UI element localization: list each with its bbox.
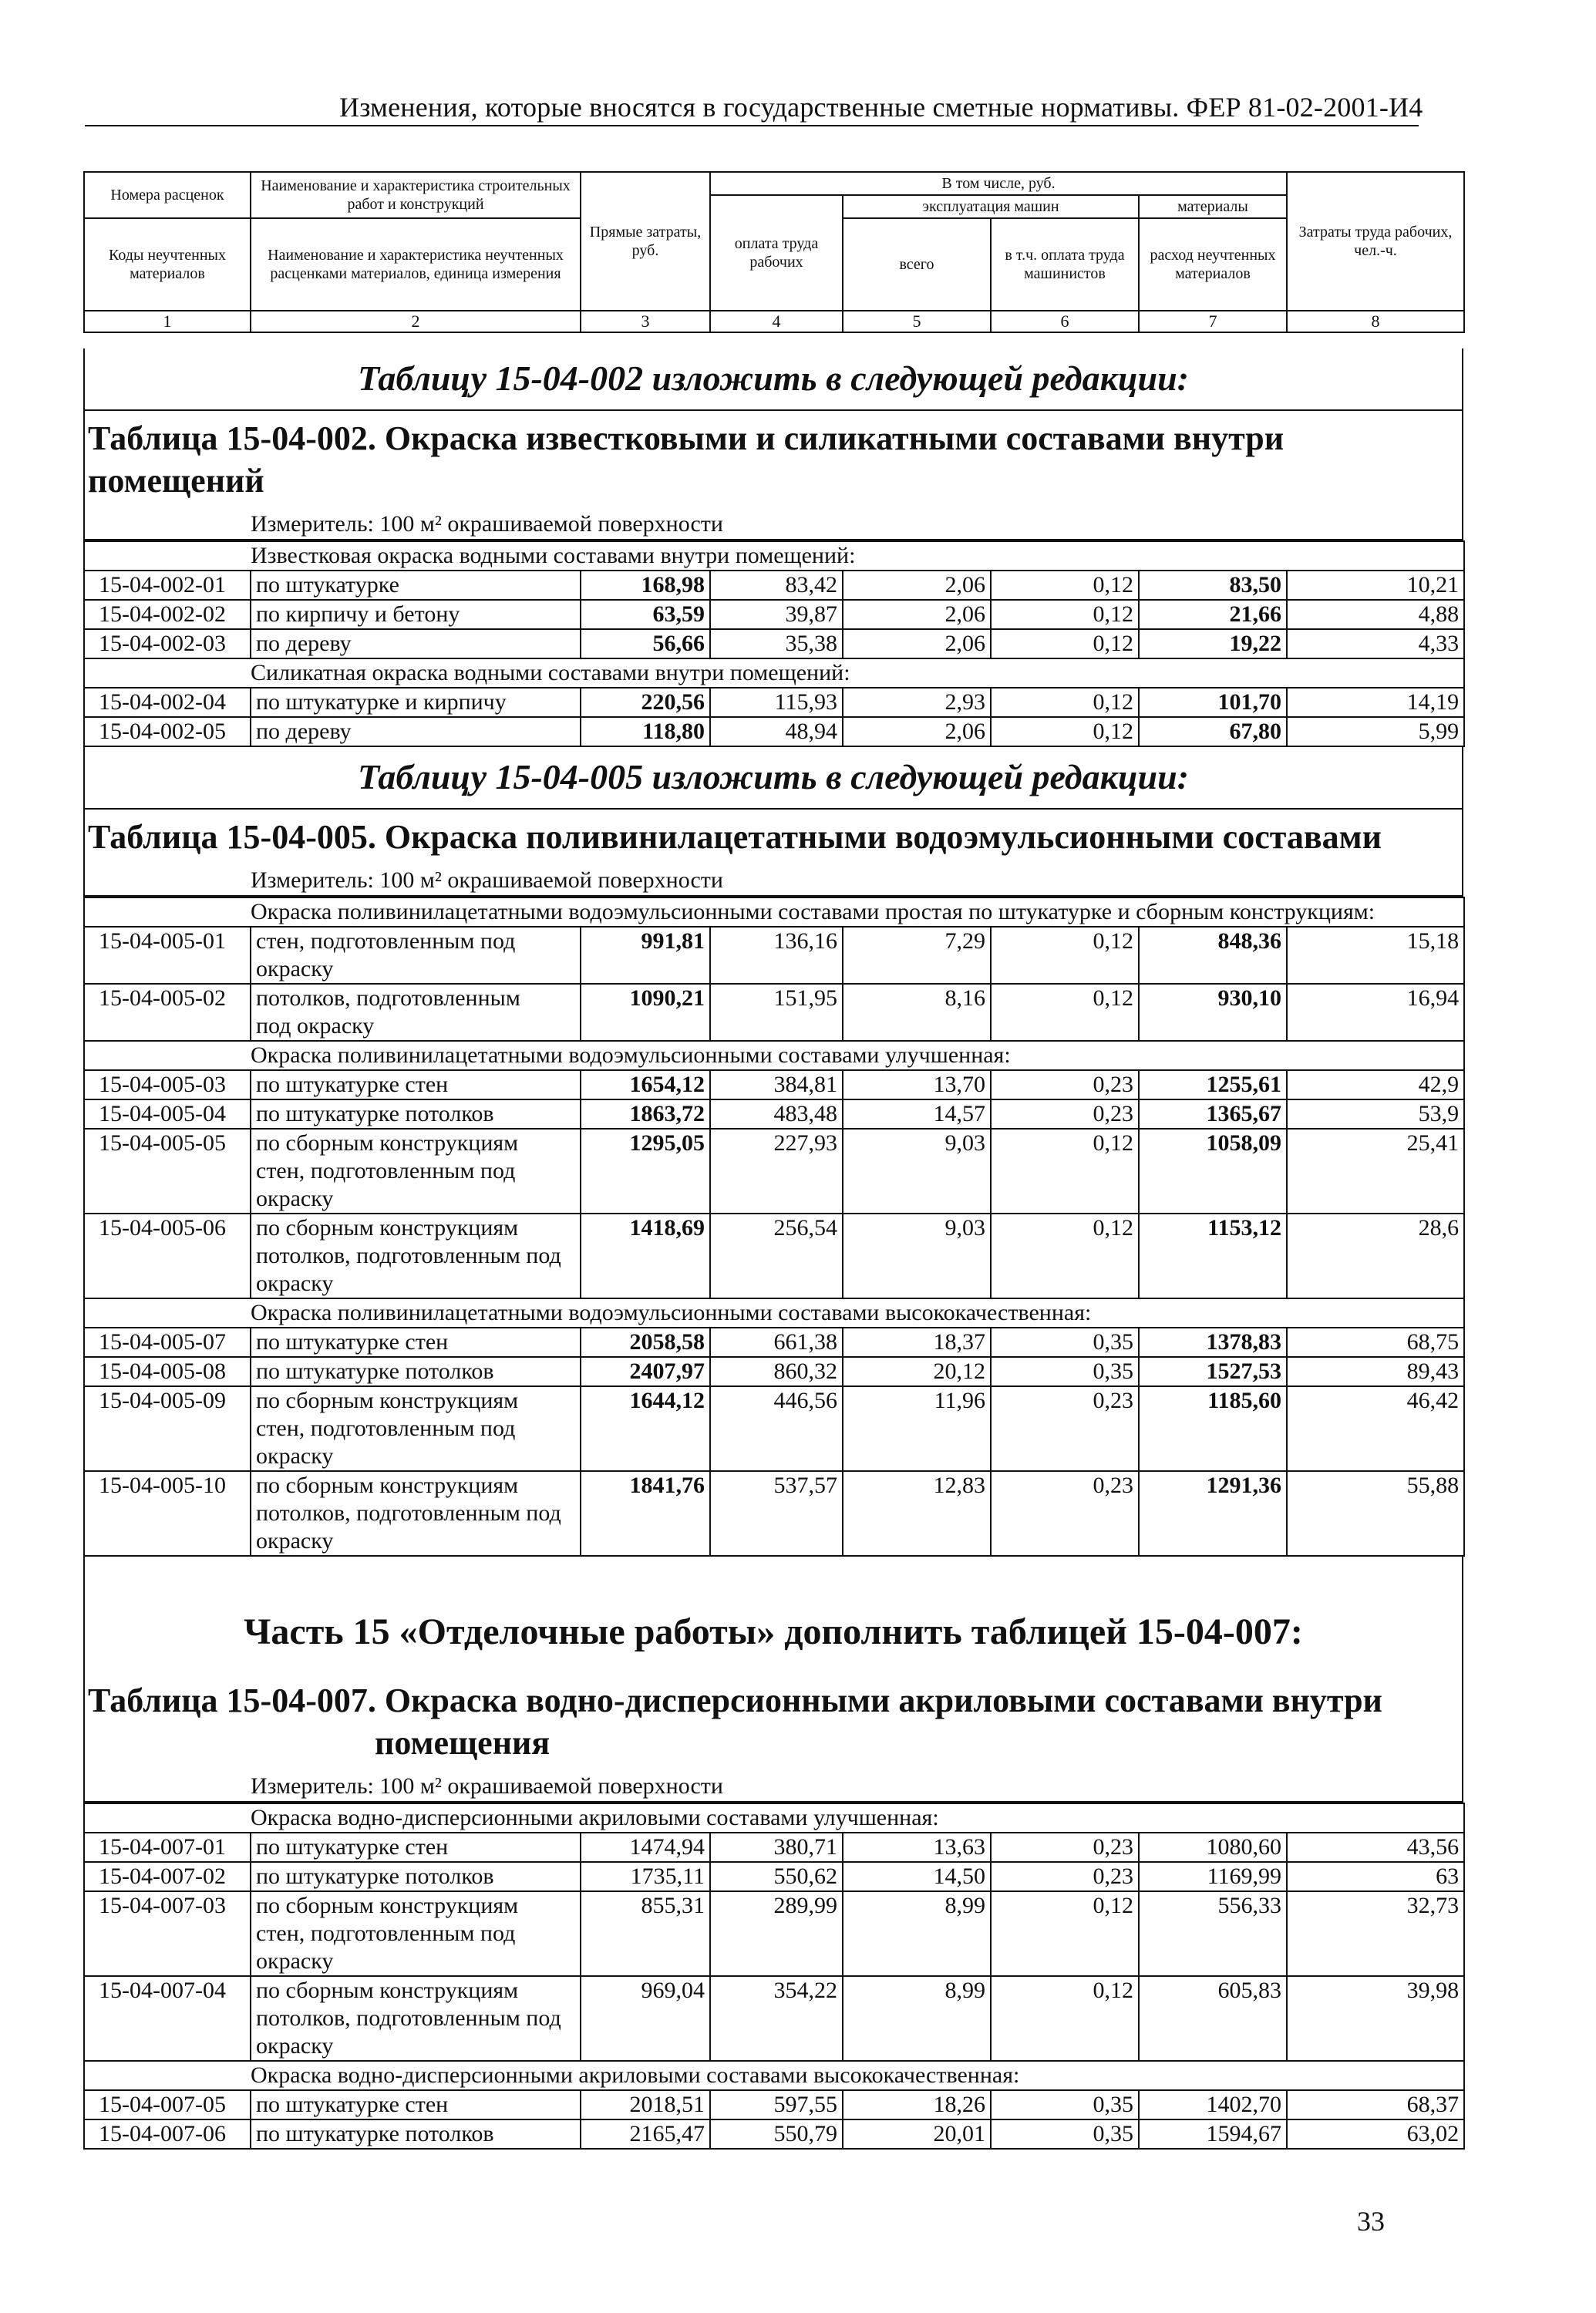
work-name xyxy=(251,1891,581,1976)
group-row xyxy=(84,2061,1464,2090)
work-name xyxy=(251,688,581,717)
machines-cost: 2,06 xyxy=(843,600,991,629)
machinist-wages: 0,12 xyxy=(991,984,1139,1041)
rate-code: 15-04-005-02 xyxy=(84,984,251,1041)
materials-cost: 19,22 xyxy=(1139,629,1287,658)
table-row xyxy=(84,984,1464,1041)
materials-cost: 101,70 xyxy=(1139,688,1287,717)
direct-cost: 2407,97 xyxy=(581,1357,710,1386)
table-row xyxy=(84,600,1464,629)
group-row xyxy=(84,1803,1464,1833)
labor-hours: 89,43 xyxy=(1287,1357,1464,1386)
work-name xyxy=(251,1214,581,1298)
machines-cost: 12,83 xyxy=(843,1471,991,1556)
direct-cost: 2058,58 xyxy=(581,1328,710,1357)
group-title: Известковая окраска водными составами внутри помещений: xyxy=(84,541,1464,571)
work-name xyxy=(251,1328,581,1357)
group-title: Окраска поливинилацетатными водоэмульсионными составами простая по штукатурке и сборным конструкциям: xyxy=(84,897,1464,927)
table-title-line: Таблица 15-04-002. Окраска известковыми и силикатными составами внутри помещений xyxy=(88,419,1285,500)
rate-code: 15-04-007-05 xyxy=(84,2090,251,2119)
materials-cost: 1058,09 xyxy=(1139,1129,1287,1214)
col-num: 2 xyxy=(251,311,581,332)
labor-hours: 10,21 xyxy=(1287,571,1464,600)
col-num: 4 xyxy=(710,311,843,332)
work-name-line: по дереву xyxy=(256,631,352,656)
labor-hours: 63,02 xyxy=(1287,2119,1464,2149)
measure-unit: Измеритель: 100 м² окрашиваемой поверхности xyxy=(83,1772,1463,1803)
materials-cost: 930,10 xyxy=(1139,984,1287,1041)
work-name xyxy=(251,1070,581,1099)
materials-cost: 1365,67 xyxy=(1139,1099,1287,1129)
table-title-line: Таблица 15-04-005. Окраска поливинилацетатными водоэмульсионными составами xyxy=(88,818,1382,856)
work-name xyxy=(251,1862,581,1891)
materials-cost: 1594,67 xyxy=(1139,2119,1287,2149)
wages-cost: 39,87 xyxy=(710,600,843,629)
direct-cost: 1644,12 xyxy=(581,1386,710,1471)
rate-code: 15-04-005-09 xyxy=(84,1386,251,1471)
labor-hours: 55,88 xyxy=(1287,1471,1464,1556)
table-row xyxy=(84,1386,1464,1471)
table-row xyxy=(84,1328,1464,1357)
work-name xyxy=(251,2090,581,2119)
group-row xyxy=(84,1041,1464,1070)
work-name xyxy=(251,1099,581,1129)
machines-cost: 2,93 xyxy=(843,688,991,717)
wages-cost: 289,99 xyxy=(710,1891,843,1976)
work-name-line: окраску xyxy=(256,956,334,981)
direct-cost: 168,98 xyxy=(581,571,710,600)
direct-cost: 1654,12 xyxy=(581,1070,710,1099)
work-name-line: по сборным конструкциям xyxy=(256,1388,519,1413)
group-title: Окраска поливинилацетатными водоэмульсионными составами улучшенная: xyxy=(84,1041,1464,1070)
rate-code: 15-04-002-05 xyxy=(84,717,251,746)
materials-cost: 848,36 xyxy=(1139,927,1287,984)
work-name-line: по сборным конструкциям xyxy=(256,1978,519,2003)
rate-code: 15-04-007-06 xyxy=(84,2119,251,2149)
materials-cost: 1080,60 xyxy=(1139,1833,1287,1862)
rate-code: 15-04-005-03 xyxy=(84,1070,251,1099)
rate-code: 15-04-005-07 xyxy=(84,1328,251,1357)
machinist-wages: 0,12 xyxy=(991,688,1139,717)
work-name xyxy=(251,1976,581,2061)
col-header-names-b: Наименование и характеристика неучтенных расценками материалов, единица измерения xyxy=(251,218,581,311)
labor-hours: 15,18 xyxy=(1287,927,1464,984)
materials-cost: 1169,99 xyxy=(1139,1862,1287,1891)
labor-hours: 4,33 xyxy=(1287,629,1464,658)
table-row xyxy=(84,571,1464,600)
work-name-line: по штукатурке потолков xyxy=(256,1359,494,1384)
rate-code: 15-04-005-08 xyxy=(84,1357,251,1386)
direct-cost: 2165,47 xyxy=(581,2119,710,2149)
machinist-wages: 0,12 xyxy=(991,1891,1139,1976)
machinist-wages: 0,12 xyxy=(991,1129,1139,1214)
work-name-line: по сборным конструкциям xyxy=(256,1215,519,1241)
section-instruction: Таблицу 15-04-002 изложить в следующей редакции: xyxy=(83,348,1463,411)
machinist-wages: 0,23 xyxy=(991,1833,1139,1862)
wages-cost: 483,48 xyxy=(710,1099,843,1129)
work-name-line: окраску xyxy=(256,1443,334,1469)
table-row xyxy=(84,1099,1464,1129)
work-name-line: стен, подготовленным под xyxy=(256,928,516,954)
materials-cost: 1527,53 xyxy=(1139,1357,1287,1386)
work-name-line: по штукатурке потолков xyxy=(256,2121,494,2146)
wages-cost: 35,38 xyxy=(710,629,843,658)
labor-hours: 4,88 xyxy=(1287,600,1464,629)
work-name xyxy=(251,1357,581,1386)
table-row xyxy=(84,1070,1464,1099)
part-instruction: Часть 15 «Отделочные работы» дополнить таблицей 15-04-007: xyxy=(83,1557,1463,1673)
labor-hours: 5,99 xyxy=(1287,717,1464,746)
direct-cost: 991,81 xyxy=(581,927,710,984)
col-header-machines: эксплуатация машин xyxy=(843,195,1139,218)
header-rule xyxy=(85,125,1419,126)
machines-cost: 18,26 xyxy=(843,2090,991,2119)
group-title: Окраска водно-дисперсионными акриловыми составами улучшенная: xyxy=(84,1803,1464,1833)
wages-cost: 550,79 xyxy=(710,2119,843,2149)
direct-cost: 63,59 xyxy=(581,600,710,629)
work-name-line: окраску xyxy=(256,1271,334,1296)
measure-unit: Измеритель: 100 м² окрашиваемой поверхности xyxy=(83,866,1463,897)
work-name-line: по кирпичу и бетону xyxy=(256,601,460,627)
wages-cost: 860,32 xyxy=(710,1357,843,1386)
labor-hours: 68,37 xyxy=(1287,2090,1464,2119)
labor-hours: 28,6 xyxy=(1287,1214,1464,1298)
direct-cost: 1295,05 xyxy=(581,1129,710,1214)
work-name-line: по штукатурке xyxy=(256,572,399,598)
work-name xyxy=(251,600,581,629)
machines-cost: 2,06 xyxy=(843,629,991,658)
work-name-line: потолков, подготовленным под xyxy=(256,1243,561,1268)
direct-cost: 56,66 xyxy=(581,629,710,658)
machinist-wages: 0,23 xyxy=(991,1862,1139,1891)
col-header-incl: В том числе, руб. xyxy=(710,172,1287,195)
table-title xyxy=(83,411,1463,510)
machines-cost: 2,06 xyxy=(843,571,991,600)
work-name-line: по дереву xyxy=(256,719,352,744)
direct-cost: 1418,69 xyxy=(581,1214,710,1298)
col-header-machines-wages: в т.ч. оплата труда машинистов xyxy=(991,218,1139,311)
machines-cost: 13,70 xyxy=(843,1070,991,1099)
machinist-wages: 0,23 xyxy=(991,1070,1139,1099)
materials-cost: 67,80 xyxy=(1139,717,1287,746)
table-row xyxy=(84,1129,1464,1214)
direct-cost: 118,80 xyxy=(581,717,710,746)
direct-cost: 1863,72 xyxy=(581,1099,710,1129)
work-name xyxy=(251,984,581,1041)
work-name-line: по штукатурке стен xyxy=(256,1834,449,1860)
column-header-table xyxy=(83,171,1465,333)
machinist-wages: 0,12 xyxy=(991,1976,1139,2061)
machinist-wages: 0,12 xyxy=(991,717,1139,746)
wages-cost: 384,81 xyxy=(710,1070,843,1099)
col-num: 3 xyxy=(581,311,710,332)
measure-unit: Измеритель: 100 м² окрашиваемой поверхности xyxy=(83,510,1463,540)
machines-cost: 11,96 xyxy=(843,1386,991,1471)
rate-code: 15-04-007-04 xyxy=(84,1976,251,2061)
work-name xyxy=(251,2119,581,2149)
table-row xyxy=(84,1214,1464,1298)
direct-cost: 1841,76 xyxy=(581,1471,710,1556)
rate-code: 15-04-002-02 xyxy=(84,600,251,629)
work-name-line: по штукатурке потолков xyxy=(256,1864,494,1889)
group-title: Окраска поливинилацетатными водоэмульсионными составами высококачественная: xyxy=(84,1298,1464,1328)
labor-hours: 32,73 xyxy=(1287,1891,1464,1976)
work-name xyxy=(251,927,581,984)
group-row xyxy=(84,897,1464,927)
wages-cost: 227,93 xyxy=(710,1129,843,1214)
table-row xyxy=(84,688,1464,717)
group-title: Окраска водно-дисперсионными акриловыми составами высококачественная: xyxy=(84,2061,1464,2090)
work-name-line: по штукатурке и кирпичу xyxy=(256,689,507,715)
materials-cost: 556,33 xyxy=(1139,1891,1287,1976)
machines-cost: 20,12 xyxy=(843,1357,991,1386)
work-name-line: окраску xyxy=(256,1528,334,1554)
machinist-wages: 0,12 xyxy=(991,629,1139,658)
table-row xyxy=(84,1357,1464,1386)
direct-cost: 2018,51 xyxy=(581,2090,710,2119)
group-row xyxy=(84,658,1464,688)
machines-cost: 9,03 xyxy=(843,1129,991,1214)
col-num: 7 xyxy=(1139,311,1287,332)
rate-code: 15-04-005-06 xyxy=(84,1214,251,1298)
labor-hours: 39,98 xyxy=(1287,1976,1464,2061)
rate-code: 15-04-007-01 xyxy=(84,1833,251,1862)
work-name-line: окраску xyxy=(256,1186,334,1211)
running-head: Изменения, которые вносятся в государственные сметные нормативы. ФЕР 81-02-2001-И4 xyxy=(339,92,1423,123)
machinist-wages: 0,12 xyxy=(991,571,1139,600)
col-header-materials: материалы xyxy=(1139,195,1287,218)
work-name-line: потолков, подготовленным под xyxy=(256,1500,561,1526)
machines-cost: 8,99 xyxy=(843,1891,991,1976)
table-row xyxy=(84,629,1464,658)
col-num: 6 xyxy=(991,311,1139,332)
section-instruction: Таблицу 15-04-005 изложить в следующей редакции: xyxy=(83,747,1463,810)
col-header-direct: Прямые затраты, руб. xyxy=(581,172,710,311)
table-row xyxy=(84,1891,1464,1976)
machinist-wages: 0,35 xyxy=(991,2119,1139,2149)
table-row xyxy=(84,1833,1464,1862)
work-name-line: окраску xyxy=(256,1948,334,1974)
machinist-wages: 0,35 xyxy=(991,1328,1139,1357)
direct-cost: 1090,21 xyxy=(581,984,710,1041)
work-name-line: под окраску xyxy=(256,1013,375,1039)
work-name xyxy=(251,717,581,746)
labor-hours: 63 xyxy=(1287,1862,1464,1891)
col-num: 8 xyxy=(1287,311,1464,332)
labor-hours: 46,42 xyxy=(1287,1386,1464,1471)
work-name-line: стен, подготовленным под xyxy=(256,1416,516,1441)
work-name xyxy=(251,571,581,600)
machinist-wages: 0,35 xyxy=(991,2090,1139,2119)
wages-cost: 446,56 xyxy=(710,1386,843,1471)
work-name-line: по сборным конструкциям xyxy=(256,1893,519,1918)
materials-cost: 21,66 xyxy=(1139,600,1287,629)
rate-code: 15-04-007-03 xyxy=(84,1891,251,1976)
wages-cost: 136,16 xyxy=(710,927,843,984)
wages-cost: 151,95 xyxy=(710,984,843,1041)
materials-cost: 1378,83 xyxy=(1139,1328,1287,1357)
document-body xyxy=(83,348,1463,2150)
wages-cost: 661,38 xyxy=(710,1328,843,1357)
machines-cost: 8,16 xyxy=(843,984,991,1041)
table-row xyxy=(84,927,1464,984)
table-title-line: помещения xyxy=(375,1724,551,1762)
materials-cost: 1153,12 xyxy=(1139,1214,1287,1298)
work-name xyxy=(251,1471,581,1556)
materials-cost: 1185,60 xyxy=(1139,1386,1287,1471)
labor-hours: 16,94 xyxy=(1287,984,1464,1041)
labor-hours: 42,9 xyxy=(1287,1070,1464,1099)
col-header-machines-all: всего xyxy=(843,218,991,311)
wages-cost: 380,71 xyxy=(710,1833,843,1862)
rate-code: 15-04-005-01 xyxy=(84,927,251,984)
machines-cost: 2,06 xyxy=(843,717,991,746)
work-name xyxy=(251,1129,581,1214)
machines-cost: 20,01 xyxy=(843,2119,991,2149)
col-header-labor: Затраты труда рабочих, чел.-ч. xyxy=(1287,172,1464,311)
rate-code: 15-04-005-05 xyxy=(84,1129,251,1214)
table-title xyxy=(83,810,1463,866)
rate-code: 15-04-005-10 xyxy=(84,1471,251,1556)
machinist-wages: 0,12 xyxy=(991,600,1139,629)
labor-hours: 68,75 xyxy=(1287,1328,1464,1357)
work-name-line: стен, подготовленным под xyxy=(256,1158,516,1183)
direct-cost: 220,56 xyxy=(581,688,710,717)
wages-cost: 354,22 xyxy=(710,1976,843,2061)
rate-code: 15-04-005-04 xyxy=(84,1099,251,1129)
machines-cost: 14,50 xyxy=(843,1862,991,1891)
work-name xyxy=(251,1386,581,1471)
table-row xyxy=(84,1862,1464,1891)
direct-cost: 1735,11 xyxy=(581,1862,710,1891)
col-num: 5 xyxy=(843,311,991,332)
labor-hours: 43,56 xyxy=(1287,1833,1464,1862)
work-name-line: по штукатурке потолков xyxy=(256,1101,494,1126)
materials-cost: 605,83 xyxy=(1139,1976,1287,2061)
col-header-codes-a: Номера расценок xyxy=(84,172,251,218)
work-name-line: стен, подготовленным под xyxy=(256,1921,516,1946)
work-name-line: по штукатурке стен xyxy=(256,1329,449,1355)
group-title: Силикатная окраска водными составами внутри помещений: xyxy=(84,658,1464,688)
wages-cost: 256,54 xyxy=(710,1214,843,1298)
page-number: 33 xyxy=(1357,2206,1385,2237)
labor-hours: 25,41 xyxy=(1287,1129,1464,1214)
labor-hours: 53,9 xyxy=(1287,1099,1464,1129)
table-row xyxy=(84,1471,1464,1556)
machines-cost: 7,29 xyxy=(843,927,991,984)
direct-cost: 855,31 xyxy=(581,1891,710,1976)
machinist-wages: 0,12 xyxy=(991,1214,1139,1298)
machinist-wages: 0,23 xyxy=(991,1471,1139,1556)
rate-code: 15-04-002-03 xyxy=(84,629,251,658)
table-title-line: Таблица 15-04-007. Окраска водно-дисперсионными акриловыми составами внутри xyxy=(88,1682,1382,1719)
table-row xyxy=(84,717,1464,746)
col-header-materials-b: расход неучтенных материалов xyxy=(1139,218,1287,311)
rate-code: 15-04-002-01 xyxy=(84,571,251,600)
machines-cost: 9,03 xyxy=(843,1214,991,1298)
machinist-wages: 0,23 xyxy=(991,1099,1139,1129)
materials-cost: 83,50 xyxy=(1139,571,1287,600)
materials-cost: 1255,61 xyxy=(1139,1070,1287,1099)
work-name-line: по сборным конструкциям xyxy=(256,1473,519,1498)
group-row xyxy=(84,541,1464,571)
rates-table xyxy=(83,540,1465,747)
machinist-wages: 0,23 xyxy=(991,1386,1139,1471)
table-row xyxy=(84,1976,1464,2061)
rates-table xyxy=(83,897,1465,1557)
col-header-codes-b: Коды неучтенных материалов xyxy=(84,218,251,311)
wages-cost: 115,93 xyxy=(710,688,843,717)
materials-cost: 1291,36 xyxy=(1139,1471,1287,1556)
wages-cost: 83,42 xyxy=(710,571,843,600)
machines-cost: 13,63 xyxy=(843,1833,991,1862)
machines-cost: 8,99 xyxy=(843,1976,991,2061)
col-header-names-a: Наименование и характеристика строительных работ и конструкций xyxy=(251,172,581,218)
machines-cost: 14,57 xyxy=(843,1099,991,1129)
wages-cost: 597,55 xyxy=(710,2090,843,2119)
wages-cost: 48,94 xyxy=(710,717,843,746)
wages-cost: 537,57 xyxy=(710,1471,843,1556)
work-name xyxy=(251,629,581,658)
rate-code: 15-04-007-02 xyxy=(84,1862,251,1891)
work-name-line: по сборным конструкциям xyxy=(256,1130,519,1156)
table-row xyxy=(84,2119,1464,2149)
work-name-line: по штукатурке стен xyxy=(256,1072,449,1097)
work-name-line: окраску xyxy=(256,2033,334,2059)
work-name xyxy=(251,1833,581,1862)
table-title xyxy=(83,1673,1463,1772)
machines-cost: 18,37 xyxy=(843,1328,991,1357)
work-name-line: потолков, подготовленным под xyxy=(256,2005,561,2031)
table-row xyxy=(84,2090,1464,2119)
col-header-wages: оплата труда рабочих xyxy=(710,195,843,311)
direct-cost: 1474,94 xyxy=(581,1833,710,1862)
direct-cost: 969,04 xyxy=(581,1976,710,2061)
machinist-wages: 0,12 xyxy=(991,927,1139,984)
rate-code: 15-04-002-04 xyxy=(84,688,251,717)
group-row xyxy=(84,1298,1464,1328)
work-name-line: потолков, подготовленным xyxy=(256,985,520,1011)
work-name-line: по штукатурке стен xyxy=(256,2092,449,2117)
materials-cost: 1402,70 xyxy=(1139,2090,1287,2119)
col-num: 1 xyxy=(84,311,251,332)
labor-hours: 14,19 xyxy=(1287,688,1464,717)
rates-table xyxy=(83,1803,1465,2150)
machinist-wages: 0,35 xyxy=(991,1357,1139,1386)
wages-cost: 550,62 xyxy=(710,1862,843,1891)
